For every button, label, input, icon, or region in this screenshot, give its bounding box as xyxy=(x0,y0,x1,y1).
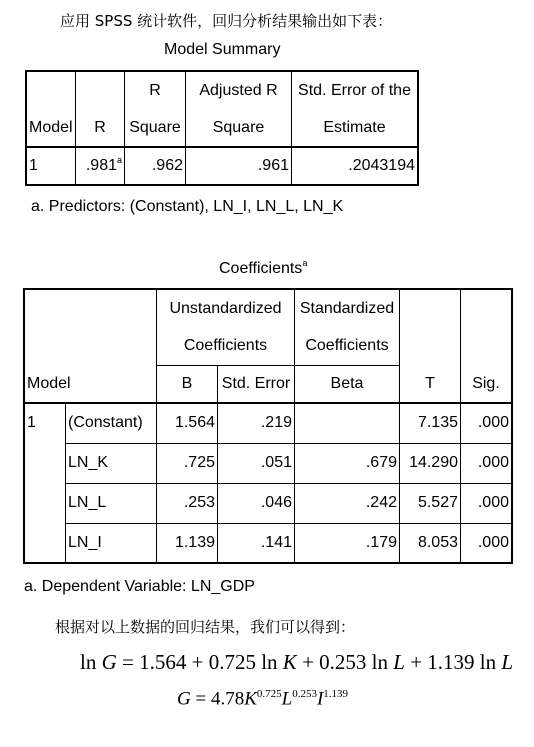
header-se-bottom: Estimate xyxy=(292,109,419,147)
coef-header-row-1 xyxy=(24,289,512,327)
coef-row-b: .253 xyxy=(157,483,218,523)
ln-operator: ln xyxy=(261,650,278,674)
intro-text: 应用 SPSS 统计软件，回归分析结果输出如下表： xyxy=(60,12,393,30)
coef-row-t: 7.135 xyxy=(400,403,461,443)
header-adj-top: Adjusted R xyxy=(186,71,292,109)
coef-row-sig: .000 xyxy=(461,443,513,483)
ln-operator: ln xyxy=(80,650,97,674)
var-l: L xyxy=(501,650,514,674)
coef-header-std-error: Std. Error xyxy=(218,365,295,403)
coef-row-constant xyxy=(24,403,512,443)
coef-row-b: 1.139 xyxy=(157,523,218,563)
coef-header-beta: Beta xyxy=(295,365,400,403)
coef-row-name: LN_L xyxy=(66,483,157,523)
header-row-top xyxy=(26,71,418,109)
model-summary-footnote: a. Predictors: (Constant), LN_I, LN_L, LN_K xyxy=(31,198,344,215)
coef-row-ln-k xyxy=(24,443,512,483)
var-i: I xyxy=(316,688,324,710)
coefficients-title xyxy=(219,260,307,278)
coef-header-sig: Sig. xyxy=(461,289,513,403)
formula-part: = 1.564 + 0.725 xyxy=(116,650,262,674)
coef-row-beta xyxy=(295,403,400,443)
summary-r-value: .981 xyxy=(85,157,117,174)
summary-adj-r-square: .961 xyxy=(186,147,292,185)
coef-header-std-bottom: Coefficients xyxy=(295,327,400,365)
var-g: G xyxy=(177,688,191,710)
model-summary-title: Model Summary xyxy=(164,41,281,58)
coef-row-t: 5.527 xyxy=(400,483,461,523)
coef-row-name: LN_K xyxy=(66,443,157,483)
header-model: Model xyxy=(26,71,76,147)
coef-row-sig: .000 xyxy=(461,483,513,523)
coef-header-std-top: Standardized xyxy=(295,289,400,327)
summary-row xyxy=(26,147,418,185)
coef-row-ln-i xyxy=(24,523,512,563)
coef-header-model: Model xyxy=(24,289,157,403)
coef-row-beta: .179 xyxy=(295,523,400,563)
coefficients-table xyxy=(23,288,513,564)
header-se-top: Std. Error of the xyxy=(292,71,419,109)
coef-row-t: 8.053 xyxy=(400,523,461,563)
regression-formula-power xyxy=(177,688,348,710)
exponent-i: 1.139 xyxy=(323,688,349,700)
regression-formula-log xyxy=(80,650,513,675)
coef-row-b: .725 xyxy=(157,443,218,483)
var-k: K xyxy=(282,650,297,674)
summary-model: 1 xyxy=(26,147,76,185)
coef-header-b: B xyxy=(157,365,218,403)
formula-part: + 0.253 xyxy=(296,650,372,674)
summary-r-sup: a xyxy=(116,155,122,165)
var-l: L xyxy=(393,650,405,674)
coef-header-unstd-top: Unstandardized xyxy=(157,289,295,327)
exponent-k: 0.725 xyxy=(256,688,282,700)
coef-row-sig: .000 xyxy=(461,523,513,563)
ln-operator: ln xyxy=(371,650,388,674)
coef-row-beta: .679 xyxy=(295,443,400,483)
coef-model-number: 1 xyxy=(24,403,66,563)
exponent-l: 0.253 xyxy=(292,688,317,700)
coef-header-t: T xyxy=(400,289,461,403)
coef-row-t: 14.290 xyxy=(400,443,461,483)
var-k: K xyxy=(244,688,257,710)
conclusion-text: 根据对以上数据的回归结果，我们可以得到： xyxy=(55,618,356,636)
coef-row-name: (Constant) xyxy=(66,403,157,443)
header-r: R xyxy=(76,71,125,147)
var-g: G xyxy=(101,650,117,674)
coef-row-se: .051 xyxy=(218,443,295,483)
header-r-square-top: R xyxy=(125,71,186,109)
coefficients-title-text: Coefficients xyxy=(219,260,303,277)
ln-operator: ln xyxy=(479,650,497,674)
coef-row-se: .219 xyxy=(218,403,295,443)
coef-row-se: .046 xyxy=(218,483,295,523)
formula-part: + 1.139 xyxy=(404,650,480,674)
coef-row-se: .141 xyxy=(218,523,295,563)
var-l: L xyxy=(281,688,293,710)
header-r-square-bottom: Square xyxy=(125,109,186,147)
coefficients-title-sup: a xyxy=(302,258,308,268)
formula-part: = 4.78 xyxy=(190,688,245,710)
model-summary-table xyxy=(25,70,419,186)
coef-row-beta: .242 xyxy=(295,483,400,523)
summary-r-square: .962 xyxy=(125,147,186,185)
summary-std-error: .2043194 xyxy=(292,147,419,185)
coefficients-footnote: a. Dependent Variable: LN_GDP xyxy=(24,578,255,595)
coef-header-unstd-bottom: Coefficients xyxy=(157,327,295,365)
coef-row-b: 1.564 xyxy=(157,403,218,443)
summary-r xyxy=(76,147,125,185)
coef-row-sig: .000 xyxy=(461,403,513,443)
coef-row-name: LN_I xyxy=(66,523,157,563)
header-adj-bottom: Square xyxy=(186,109,292,147)
coef-row-ln-l xyxy=(24,483,512,523)
